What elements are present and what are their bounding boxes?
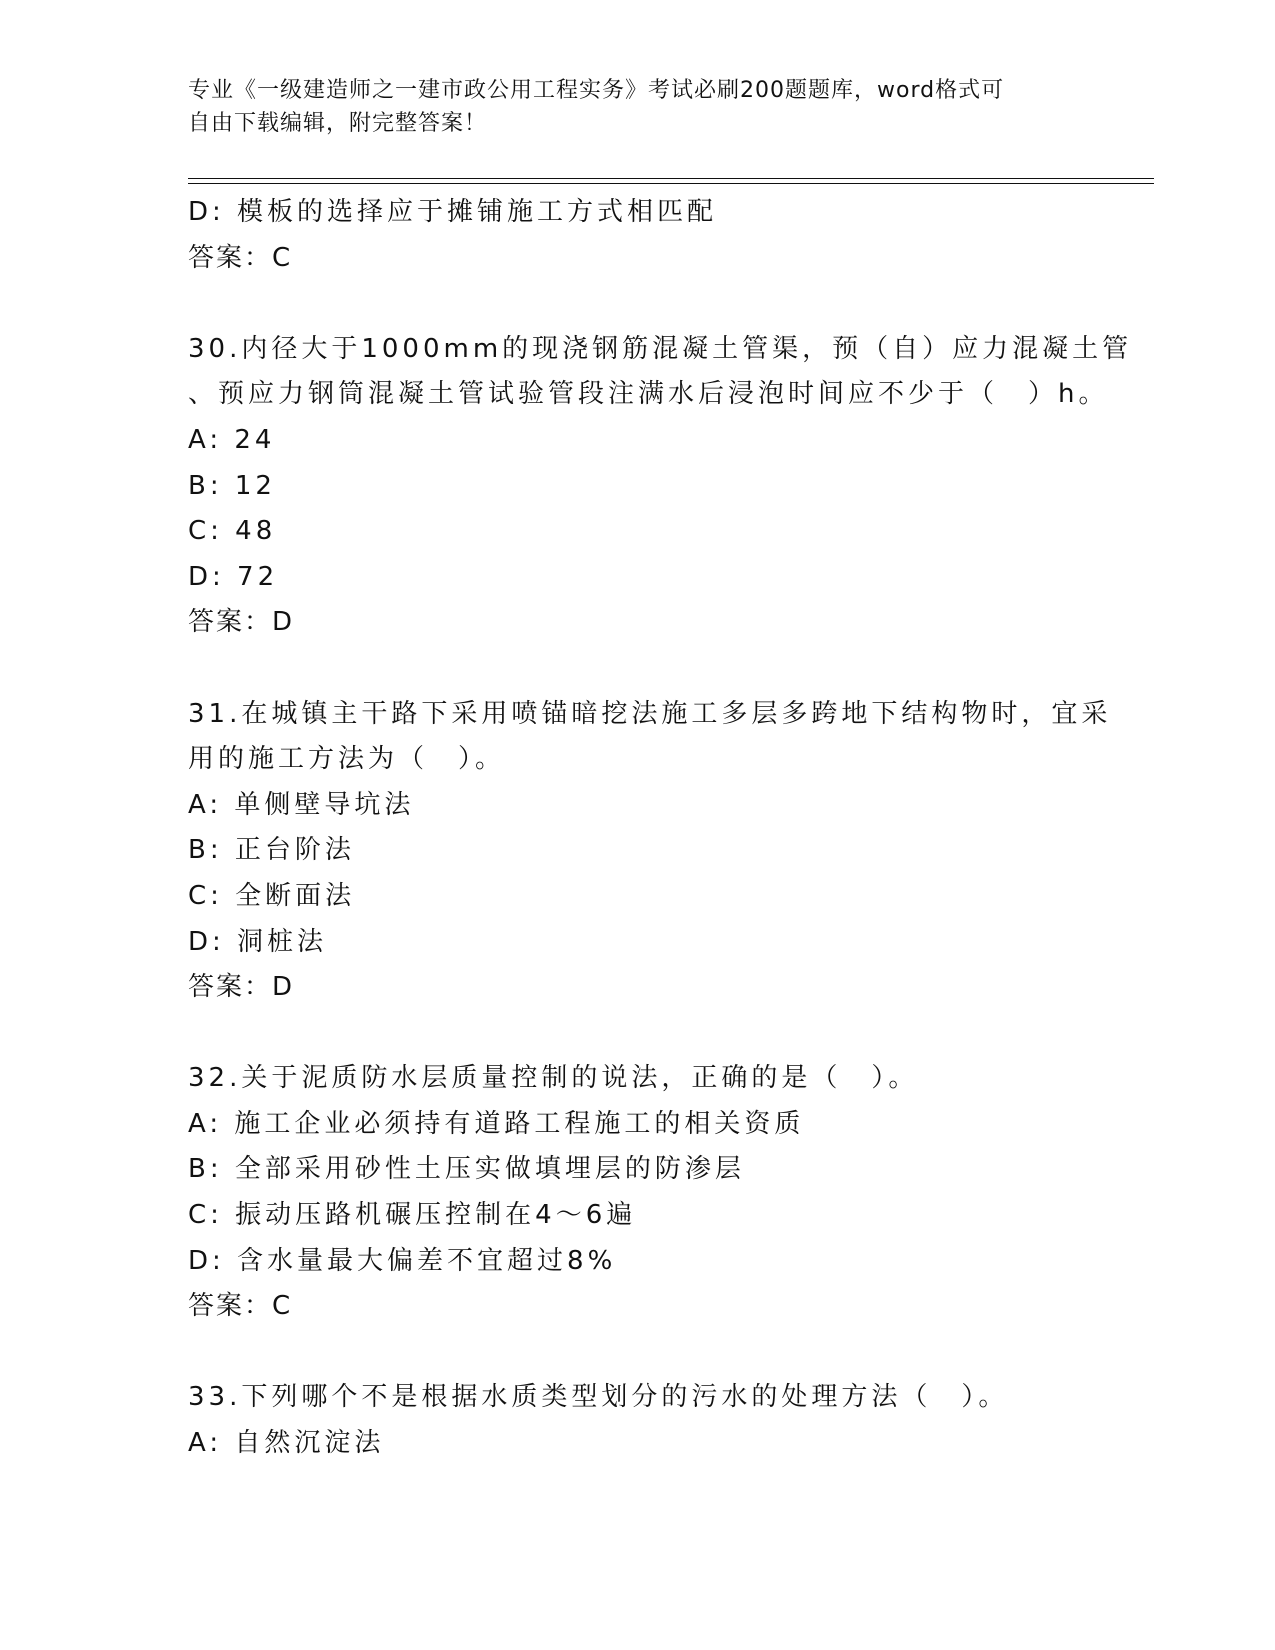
question-32-stem-line-1: 32.关于泥质防水层质量控制的说法，正确的是（ ）。 bbox=[188, 1063, 919, 1094]
question-31-option-c: C: 全断面法 bbox=[188, 880, 356, 911]
question-32-option-a: A: 施工企业必须持有道路工程施工的相关资质 bbox=[188, 1108, 805, 1139]
question-31-option-a: A: 单侧壁导坑法 bbox=[188, 789, 415, 820]
question-31-option-d: D: 洞桩法 bbox=[188, 926, 328, 957]
header-line-1: 专业《一级建造师之一建市政公用工程实务》考试必刷200题题库，word格式可 bbox=[188, 78, 1005, 103]
question-30-option-d: D: 72 bbox=[188, 561, 279, 592]
spacer bbox=[188, 646, 1088, 692]
question-30-answer: 答案：D bbox=[188, 607, 295, 638]
question-32-answer: 答案：C bbox=[188, 1291, 293, 1322]
prev-answer: 答案：C bbox=[188, 242, 293, 273]
question-31-option-b: B: 正台阶法 bbox=[188, 835, 355, 866]
question-32-option-b: B: 全部采用砂性土压实做填埋层的防渗层 bbox=[188, 1154, 745, 1185]
question-32-option-d: D: 含水量最大偏差不宜超过8% bbox=[188, 1245, 617, 1276]
prev-option-d: D: 模板的选择应于摊铺施工方式相匹配 bbox=[188, 197, 718, 227]
question-31-stem-line-1: 31.在城镇主干路下采用喷锚暗挖法施工多层多跨地下结构物时，宜采 bbox=[188, 698, 1112, 729]
spacer bbox=[188, 1330, 1088, 1376]
question-30-option-b: B: 12 bbox=[188, 470, 276, 501]
question-31-stem-line-2: 用的施工方法为（ ）。 bbox=[188, 744, 506, 775]
document-header bbox=[188, 74, 1088, 140]
header-divider-bottom bbox=[188, 183, 1154, 184]
question-32-option-c: C: 振动压路机碾压控制在4～6遍 bbox=[188, 1200, 637, 1231]
question-30-option-a: A: 24 bbox=[188, 424, 276, 455]
question-31-answer: 答案：D bbox=[188, 972, 295, 1003]
question-33-option-a: A: 自然沉淀法 bbox=[188, 1428, 385, 1459]
question-33-stem-line-1: 33.下列哪个不是根据水质类型划分的污水的处理方法（ ）。 bbox=[188, 1382, 1009, 1413]
spacer bbox=[188, 281, 1088, 327]
header-line-2: 自由下载编辑，附完整答案！ bbox=[188, 111, 488, 136]
question-30-stem-line-2: 、预应力钢筒混凝土管试验管段注满水后浸泡时间应不少于（ ）h。 bbox=[188, 379, 1109, 410]
question-30-stem-line-1: 30.内径大于1000mm的现浇钢筋混凝土管渠，预（自）应力混凝土管 bbox=[188, 333, 1133, 364]
question-30-option-c: C: 48 bbox=[188, 516, 277, 547]
header-divider-top bbox=[188, 178, 1154, 179]
spacer bbox=[188, 1011, 1088, 1057]
question-list bbox=[188, 190, 1133, 1467]
